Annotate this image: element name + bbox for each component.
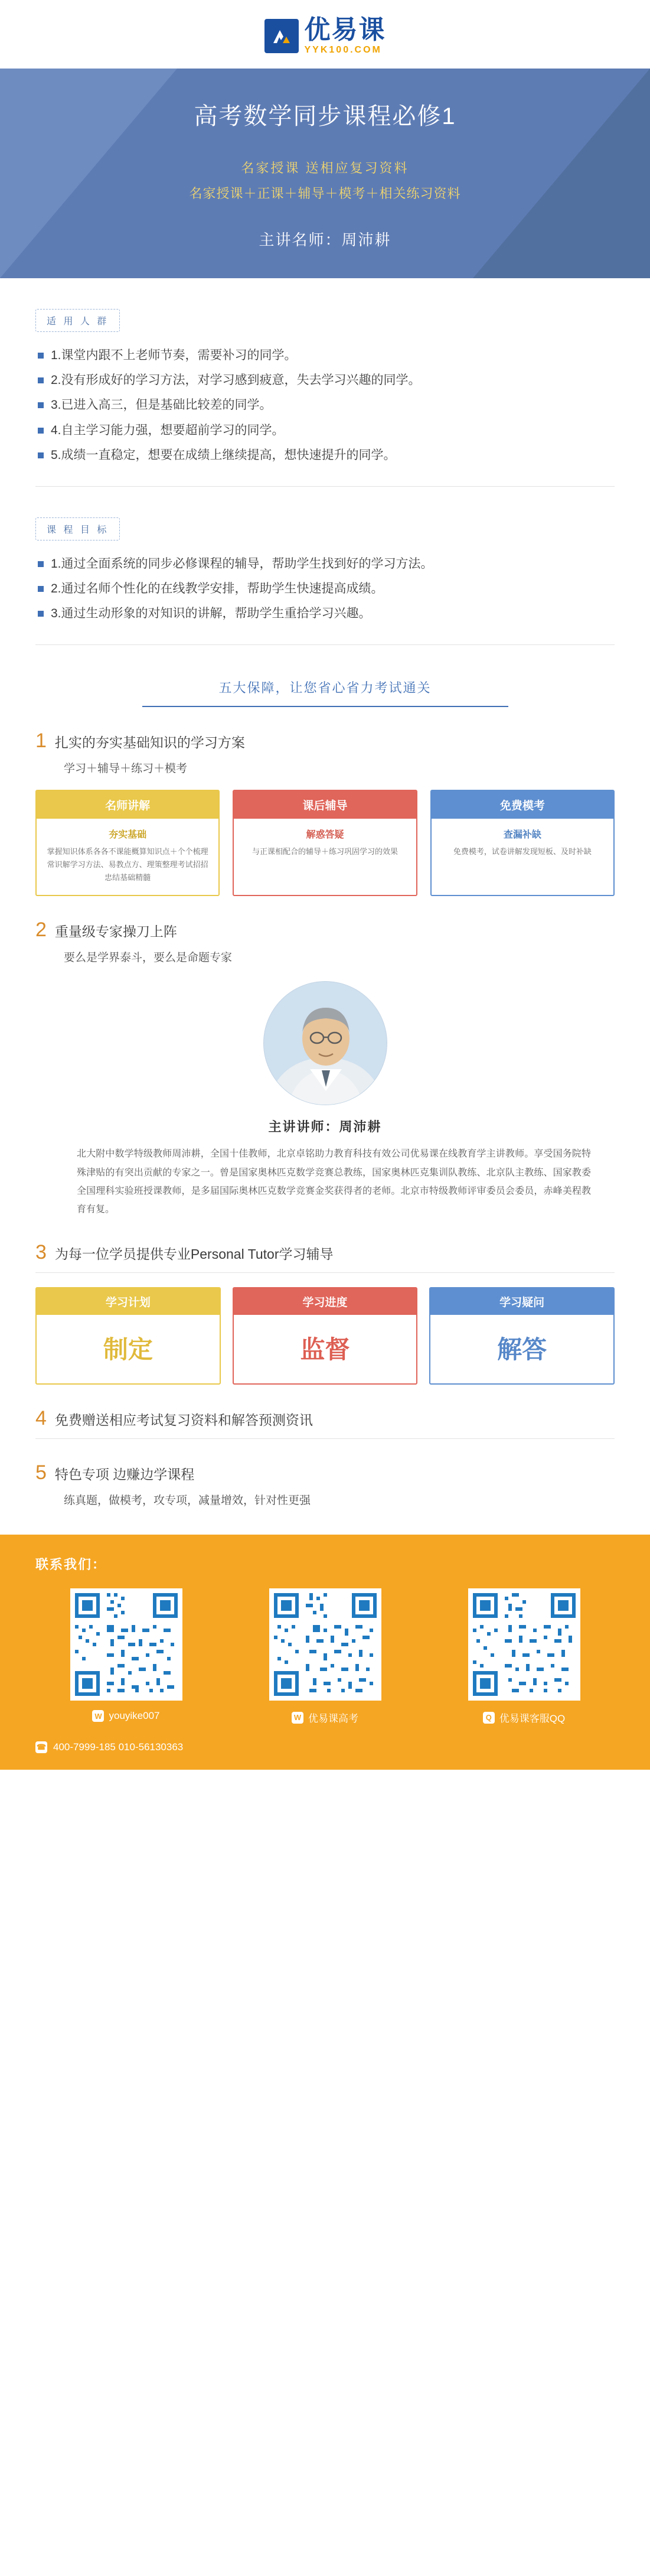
list-item: 4.自主学习能力强，想要超前学习的同学。: [35, 420, 615, 441]
step-title: 扎实的夯实基础知识的学习方案: [54, 735, 245, 751]
feature-box-teaching: [35, 790, 220, 896]
site-logo-bar: [0, 0, 650, 69]
list-item: 1.课堂内跟不上老师节奏，需要补习的同学。: [35, 345, 615, 366]
gaokao-qr-code[interactable]: [269, 1588, 381, 1701]
step-number: 1: [35, 730, 47, 753]
step-number: 3: [35, 1241, 47, 1264]
wechat-icon: W: [92, 1710, 104, 1722]
guarantee-headline: 五大保障，让您省心省力考试通关: [218, 680, 432, 696]
teacher-name: 主讲讲师：周沛耕: [268, 1119, 382, 1135]
step-title: 免费赠送相应考试复习资料和解答预测资讯: [54, 1412, 313, 1428]
logo[interactable]: [264, 17, 386, 56]
qr-label-text: youyike007: [109, 1710, 160, 1722]
tutor-box-word: 监督: [300, 1336, 350, 1364]
qr-label-gaokao: [292, 1710, 358, 1725]
step-1: [35, 731, 615, 896]
step-subtitle: 练真题，做模考，攻专项，减量增效，针对性更强: [64, 1494, 311, 1507]
logo-title: 优易课: [304, 15, 386, 44]
qr-col-qq: [433, 1588, 615, 1725]
step-title: 重量级专家操刀上阵: [54, 924, 177, 940]
step-rule: [35, 1438, 615, 1439]
hero-teacher-line: 主讲名师：周沛耕: [259, 230, 391, 249]
step-4: [35, 1408, 615, 1439]
phone-icon: ☎: [35, 1741, 47, 1753]
footer-phone-text: 400-7999-185 010-56130363: [53, 1741, 184, 1753]
feature-box-tutoring: [233, 790, 417, 896]
list-item: 5.成绩一直稳定，想要在成绩上继续提高，想快速提升的同学。: [35, 445, 615, 466]
step-number: 2: [35, 919, 47, 942]
step-title: 特色专项 边赚边学课程: [54, 1467, 195, 1483]
feature-box-row: [35, 790, 615, 896]
hero-subtitle-1: 名家授课 送相应复习资料: [241, 160, 409, 175]
qr-col-wechat: [35, 1588, 217, 1725]
feature-box-title: 名师讲解: [37, 791, 218, 819]
qr-row: [35, 1588, 615, 1725]
audience-section-tag: 适 用 人 群: [35, 309, 120, 332]
logo-subtitle: YYK100.COM: [304, 45, 382, 56]
goals-section-tag: 课 程 目 标: [35, 517, 120, 540]
teacher-bio: 北大附中数学特级教师周沛耕，全国十佳教师，北京卓铭助力教育科技有效公司优易课在线教育学主讲教师。享受国务院特殊津贴的有突出贡献的专家之一。曾是国家奥林匹克数学竞赛总教练，国家奥林匹克集训队教练、北京队主教练、国家教委全国理科实验班授课教师，是多届国际奥林匹克数学竞赛金奖获得者的老师。北京市特级教师评审委员会委员，赤峰美程教育有复。: [77, 1149, 591, 1214]
feature-box-mock-exam: [430, 790, 615, 896]
wechat-qr-code[interactable]: [70, 1588, 182, 1701]
goals-list: [35, 553, 615, 624]
feature-box-text: 掌握知识体系各各不课能概算知识点＋个个梳理常识解学习方法、易教点方、理策整理考试招招忠结基础精髓: [47, 847, 208, 882]
tutor-box-word: 解答: [497, 1336, 547, 1364]
feature-box-lead: 夯实基础: [109, 830, 147, 841]
footer-contact: [0, 1535, 650, 1770]
step-subtitle: 学习＋辅导＋练习＋模考: [64, 763, 188, 776]
hero-banner: [0, 69, 650, 278]
feature-box-title: 课后辅导: [234, 791, 416, 819]
audience-list: [35, 345, 615, 466]
tutor-box-title: 学习疑问: [430, 1288, 613, 1315]
feature-box-text: 免费模考，试卷讲解发现短板、及时补缺: [453, 847, 592, 857]
tutor-box-plan: [35, 1287, 221, 1385]
hero-title: 高考数学同步课程必修1: [194, 103, 456, 129]
list-item: 1.通过全面系统的同步必修课程的辅导，帮助学生找到好的学习方法。: [35, 553, 615, 575]
qr-label-qq: [483, 1710, 565, 1725]
wechat-icon: W: [292, 1712, 303, 1724]
tutor-box-questions: [429, 1287, 615, 1385]
feature-box-lead: 解惑答疑: [306, 830, 344, 841]
step-3: [35, 1242, 615, 1385]
tutor-box-word: 制定: [103, 1336, 153, 1364]
qq-icon: Q: [483, 1712, 495, 1724]
step-rule: [35, 1272, 615, 1273]
tutor-box-title: 学习进度: [234, 1288, 417, 1315]
list-item: 2.通过名师个性化的在线教学安排，帮助学生快速提高成绩。: [35, 578, 615, 600]
step-number: 5: [35, 1461, 47, 1484]
teacher-portrait: [263, 981, 387, 1105]
tutor-box-row: [35, 1287, 615, 1385]
list-item: 3.通过生动形象的对知识的讲解，帮助学生重拾学习兴趣。: [35, 603, 615, 624]
qq-qr-code[interactable]: [468, 1588, 580, 1701]
list-item: 3.已进入高三，但是基础比较差的同学。: [35, 395, 615, 416]
step-number: 4: [35, 1407, 47, 1430]
main-content: [0, 278, 650, 1507]
feature-box-lead: 查漏补缺: [503, 830, 541, 841]
footer-phone-row: [35, 1741, 615, 1753]
teacher-photo-wrap: [35, 981, 615, 1105]
qr-label-wechat: [92, 1710, 159, 1722]
hero-decoration-right: [473, 69, 650, 278]
step-2: [35, 920, 615, 1219]
guarantee-underline: [142, 706, 508, 707]
hero-subtitle-2: 名家授课＋正课＋辅导＋模考＋相关练习资料: [189, 185, 461, 201]
feature-box-title: 免费模考: [432, 791, 613, 819]
section-divider: [35, 486, 615, 487]
tutor-box-progress: [233, 1287, 418, 1385]
qr-col-gaokao: [234, 1588, 416, 1725]
hero-decoration-left: [0, 69, 177, 278]
step-5: [35, 1463, 615, 1507]
list-item: 2.没有形成好的学习方法，对学习感到疲意，失去学习兴趣的同学。: [35, 370, 615, 391]
footer-title: 联系我们：: [35, 1557, 107, 1572]
step-subtitle: 要么是学界泰斗，要么是命题专家: [64, 952, 233, 965]
qr-label-text: 优易课高考: [308, 1713, 358, 1725]
mountain-logo-icon: [264, 19, 299, 53]
tutor-box-title: 学习计划: [37, 1288, 220, 1315]
step-title: 为每一位学员提供专业Personal Tutor学习辅导: [54, 1246, 334, 1262]
qr-label-text: 优易课客服QQ: [499, 1713, 566, 1725]
feature-box-text: 与正课相配合的辅导＋练习巩固学习的效果: [251, 847, 398, 857]
